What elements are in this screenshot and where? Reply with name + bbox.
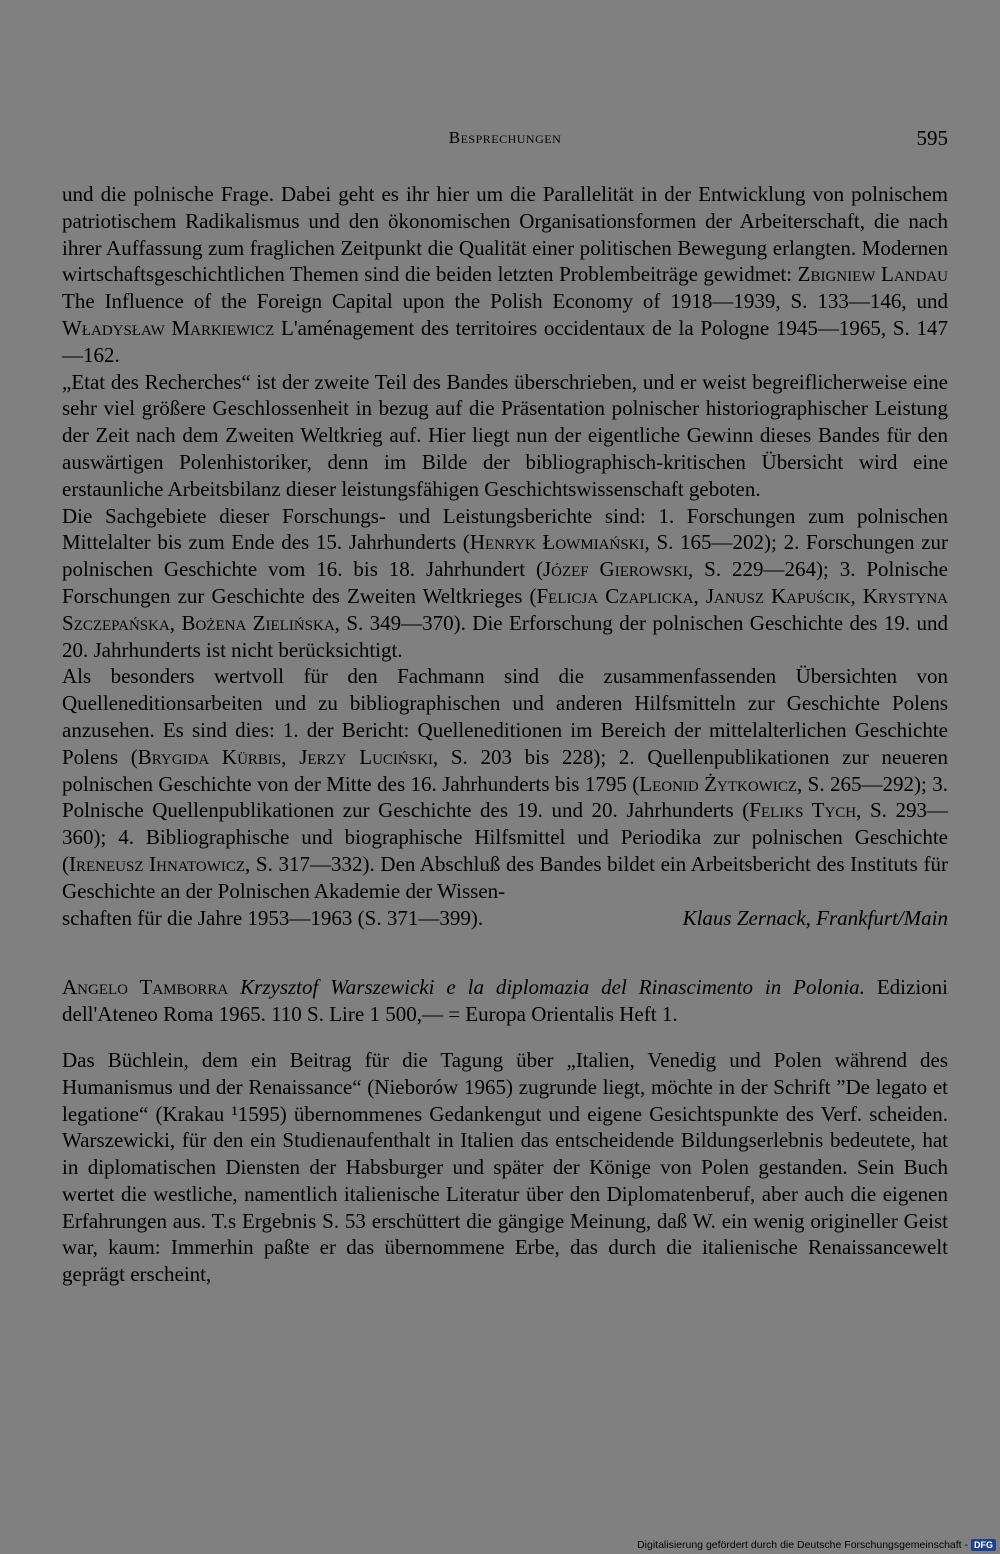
text-run: , S. 293—360); 4. Bibliographische und biographische Hilfsmittel und Periodika zur polnischen Geschichte ( [62, 798, 949, 876]
author-name: Henryk Łowmiański [469, 530, 645, 555]
text-run: schaften für die Jahre 1953—1963 (S. 371—399). [62, 905, 484, 930]
author-name: Józef Gierowski [542, 557, 689, 582]
text-run: Als besonders wertvoll für den Fachmann sind die zusammenfassenden Übersichten von Quelleneditionsarbeiten und zu bibliographischen und anderen Hilfsmitteln zur Geschichte Polens anzusehen. Es sind dies: 1. der Bericht: Quelleneditionen im Bereich der mittelalterlichen Geschichte Polens ( [62, 664, 948, 769]
author-name: Brygida Kürbis, Jerzy Luciński [137, 744, 433, 769]
author-name: Zbigniew Landau [797, 262, 948, 287]
page-header [62, 128, 948, 158]
footer-credit: Digitalisierung gefördert durch die Deutsche Forschungsgemeinschaft - [637, 1539, 968, 1551]
text-run: , S. 229—264); 3. Polnische Forschungen zur Geschichte des Zweiten Weltkrieges ( [62, 557, 949, 608]
reviewer-signature: Klaus Zernack, Frankfurt/Main [682, 905, 948, 930]
author-name: Leonid Żytkowicz [639, 771, 797, 796]
review-heading [62, 974, 948, 1028]
running-head: Besprechungen [448, 128, 562, 147]
page-number: 595 [916, 126, 948, 150]
digitization-footer [637, 1539, 996, 1551]
publication-info: Edizioni dell'Ateneo Roma 1965. 110 S. Lire 1 500,— = Europa Orientalis Heft 1. [62, 975, 949, 1027]
paragraph-4 [62, 663, 948, 904]
text-run: , S. 265—292); 3. Polnische Quellenpublikationen zur Geschichte des 19. und 20. Jahrhunderts ( [62, 771, 948, 823]
author-name: Felicja Czaplicka, Janusz Kapuścik, Krystyna Szczepańska, Bożena Zielińska [62, 583, 948, 635]
author-name: Władysław Markiewicz [62, 315, 275, 340]
signature-line [62, 905, 948, 932]
author-name: Feliks Tych [749, 798, 857, 823]
text-run: , S. 349—370). Die Erforschung der polnischen Geschichte des 19. und 20. Jahrhunderts ist nicht berücksichtigt. [62, 610, 949, 662]
text-run: L'aménagement des territoires occidentaux de la Pologne 1945—1965, S. 147—162. [62, 315, 948, 367]
book-author: Angelo Tamborra [62, 975, 229, 1000]
text-run: und die polnische Frage. Dabei geht es ihr hier um die Parallelität in der Entwicklung von polnischem patriotischem Radikalismus und den ökonomischen Organisationsformen der Arbeiterschaft, die nach ihrer Auffassung zum fraglichen Zeitpunkt die Qualität einer politischen Bewegung erlangten. Modernen wirtschaftsgeschichtlichen Themen sind die beiden letzten Problembeiträge gewidmet: [62, 182, 948, 287]
review-body-paragraph: Das Büchlein, dem ein Beitrag für die Tagung über „Italien, Venedig und Polen während des Humanismus und der Renaissance“ (Nieborów 1965) zugrunde liegt, möchte in der Schrift ”De legato et legatione“ (Krakau ¹1595) übernommenes Gedankengut und eigene Gesichtspunkte des Verf. scheiden. Warszewicki, für den ein Studienaufenthalt in Italien das entscheidende Bildungserlebnis bedeutete, hat in diplomatischen Diensten der Habsburger und später der Könige von Polen gestanden. Sein Buch wertet die westliche, namentlich italienische Literatur über den Diplomatenberuf, aber auch die eigenen Erfahrungen aus. T.s Ergebnis S. 53 erschüttert die gängige Meinung, daß W. ein wenig origineller Geist war, kaum: Immerhin paßte er das übernommene Erbe, das durch die italienische Renaissancewelt geprägt erscheint, [62, 1047, 948, 1287]
paragraph-2: „Etat des Recherches“ ist der zweite Teil des Bandes überschrieben, und er weist begreiflicherweise eine sehr viel größere Geschlossenheit in bezug auf die Präsentation polnischer historiographischer Leistung der Zeit nach dem Zweiten Weltkrieg auf. Hier liegt nun der eigentliche Gewinn dieses Bandes für den auswärtigen Polenhistoriker, denn im Bilde der bibliographisch-kritischen Übersicht wird eine erstaunliche Arbeitsbilanz dieser leistungsfähigen Geschichtswissenschaft geboten. [62, 369, 948, 501]
text-run: , S. 203 bis 228); 2. Quellenpublikationen zur neueren polnischen Geschichte von der Mitte des 16. Jahrhunderts bis 1795 ( [62, 744, 948, 796]
paragraph-3 [62, 503, 948, 664]
text-run: , S. 317—332). Den Abschluß des Bandes bildet ein Arbeitsbericht des Instituts für Geschichte an der Polnischen Akademie der Wissen- [62, 851, 948, 903]
text-run: The Influence of the Foreign Capital upon the Polish Economy of 1918—1939, S. 133—146, und [62, 289, 948, 314]
text-run: Die Sachgebiete dieser Forschungs- und Leistungsberichte sind: 1. Forschungen zum polnischen Mittelalter bis zum Ende des 15. Jahrhunderts ( [62, 503, 948, 555]
paragraph-1 [62, 181, 948, 369]
dfg-logo-icon: DFG [971, 1539, 996, 1551]
author-name: Ireneusz Ihnatowicz [69, 851, 246, 876]
body-text [62, 181, 948, 1288]
book-title: Krzysztof Warszewicki e la diplomazia del Rinascimento in Polonia. [240, 975, 865, 1000]
text-run: , S. 165—202); 2. Forschungen zur polnischen Geschichte vom 16. bis 18. Jahrhundert ( [62, 530, 948, 582]
